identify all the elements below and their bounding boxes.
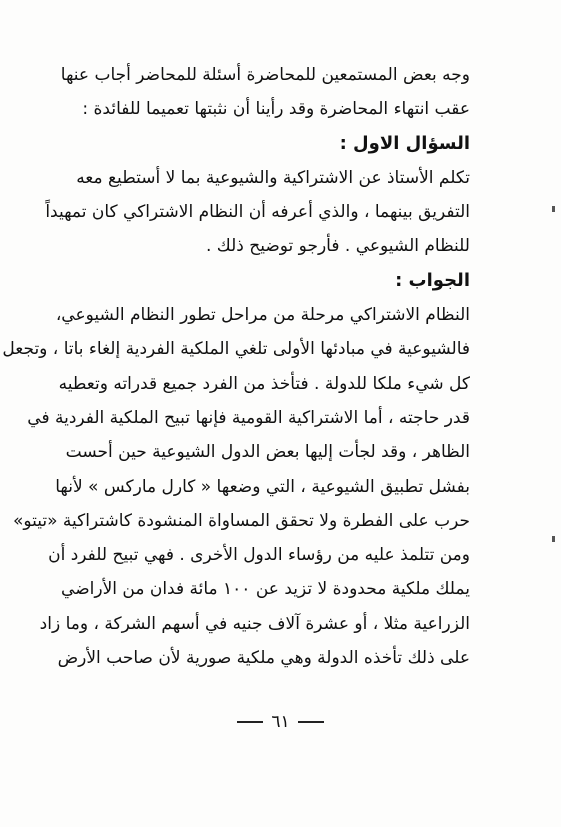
text-line: ومن تتلمذ عليه من رؤساء الدول الأخرى . فهي تبيح للفرد أن <box>48 545 470 566</box>
text-line: على ذلك تأخذه الدولة وهي ملكية صورية لأن صاحب الأرض <box>57 648 470 669</box>
margin-mark <box>552 536 555 542</box>
page-number-dash <box>237 721 263 723</box>
text-line: عقب انتهاء المحاضرة وقد رأينا أن نثبتها تعميما للفائدة : <box>82 99 470 120</box>
text-line: قدر حاجته ، أما الاشتراكية القومية فإنها تبيح الملكية الفردية في <box>27 407 470 428</box>
text-line: تكلم الأستاذ عن الاشتراكية والشيوعية بما لا أستطيع معه <box>76 167 470 188</box>
question-heading: السؤال الاول : <box>339 132 470 154</box>
text-line: التفريق بينهما ، والذي أعرفه أن النظام الاشتراكي كان تمهيداً <box>45 202 470 223</box>
text-line: وجه بعض المستمعين للمحاضرة أسئلة للمحاضر أجاب عنها <box>60 65 470 85</box>
text-line: حرب على الفطرة ولا تحقق المساواة المنشودة كاشتراكية «تيتو» <box>12 510 470 531</box>
text-line: النظام الاشتراكي مرحلة من مراحل تطور النظام الشيوعي، <box>55 305 470 326</box>
answer-heading: الجواب : <box>395 269 470 291</box>
text-line: يملك ملكية محدودة لا تزيد عن ١٠٠ مائة فدان من الأراضي <box>61 579 470 600</box>
body-text <box>2 58 470 675</box>
margin-mark <box>552 206 555 212</box>
text-line: بفشل تطبيق الشيوعية ، التي وضعها « كارل ماركس » لأنها <box>55 476 470 497</box>
page-number <box>0 712 561 732</box>
text-line: الزراعية مثلا ، أو عشرة آلاف جنيه في أسهم الشركة ، وما زاد <box>39 613 470 634</box>
page-number-value: ٦١ <box>271 712 290 732</box>
page-number-dash <box>298 721 324 723</box>
text-line: فالشيوعية في مبادئها الأولى تلغي الملكية الفردية إلغاء باتا ، وتجعل <box>2 339 470 360</box>
text-line: الظاهر ، وقد لجأت إليها بعض الدول الشيوعية حين أحست <box>65 442 470 463</box>
text-line: للنظام الشيوعي . فأرجو توضيح ذلك . <box>205 236 470 257</box>
text-line: كل شيء ملكا للدولة . فتأخذ من الفرد جميع قدراته وتعطيه <box>58 373 470 394</box>
